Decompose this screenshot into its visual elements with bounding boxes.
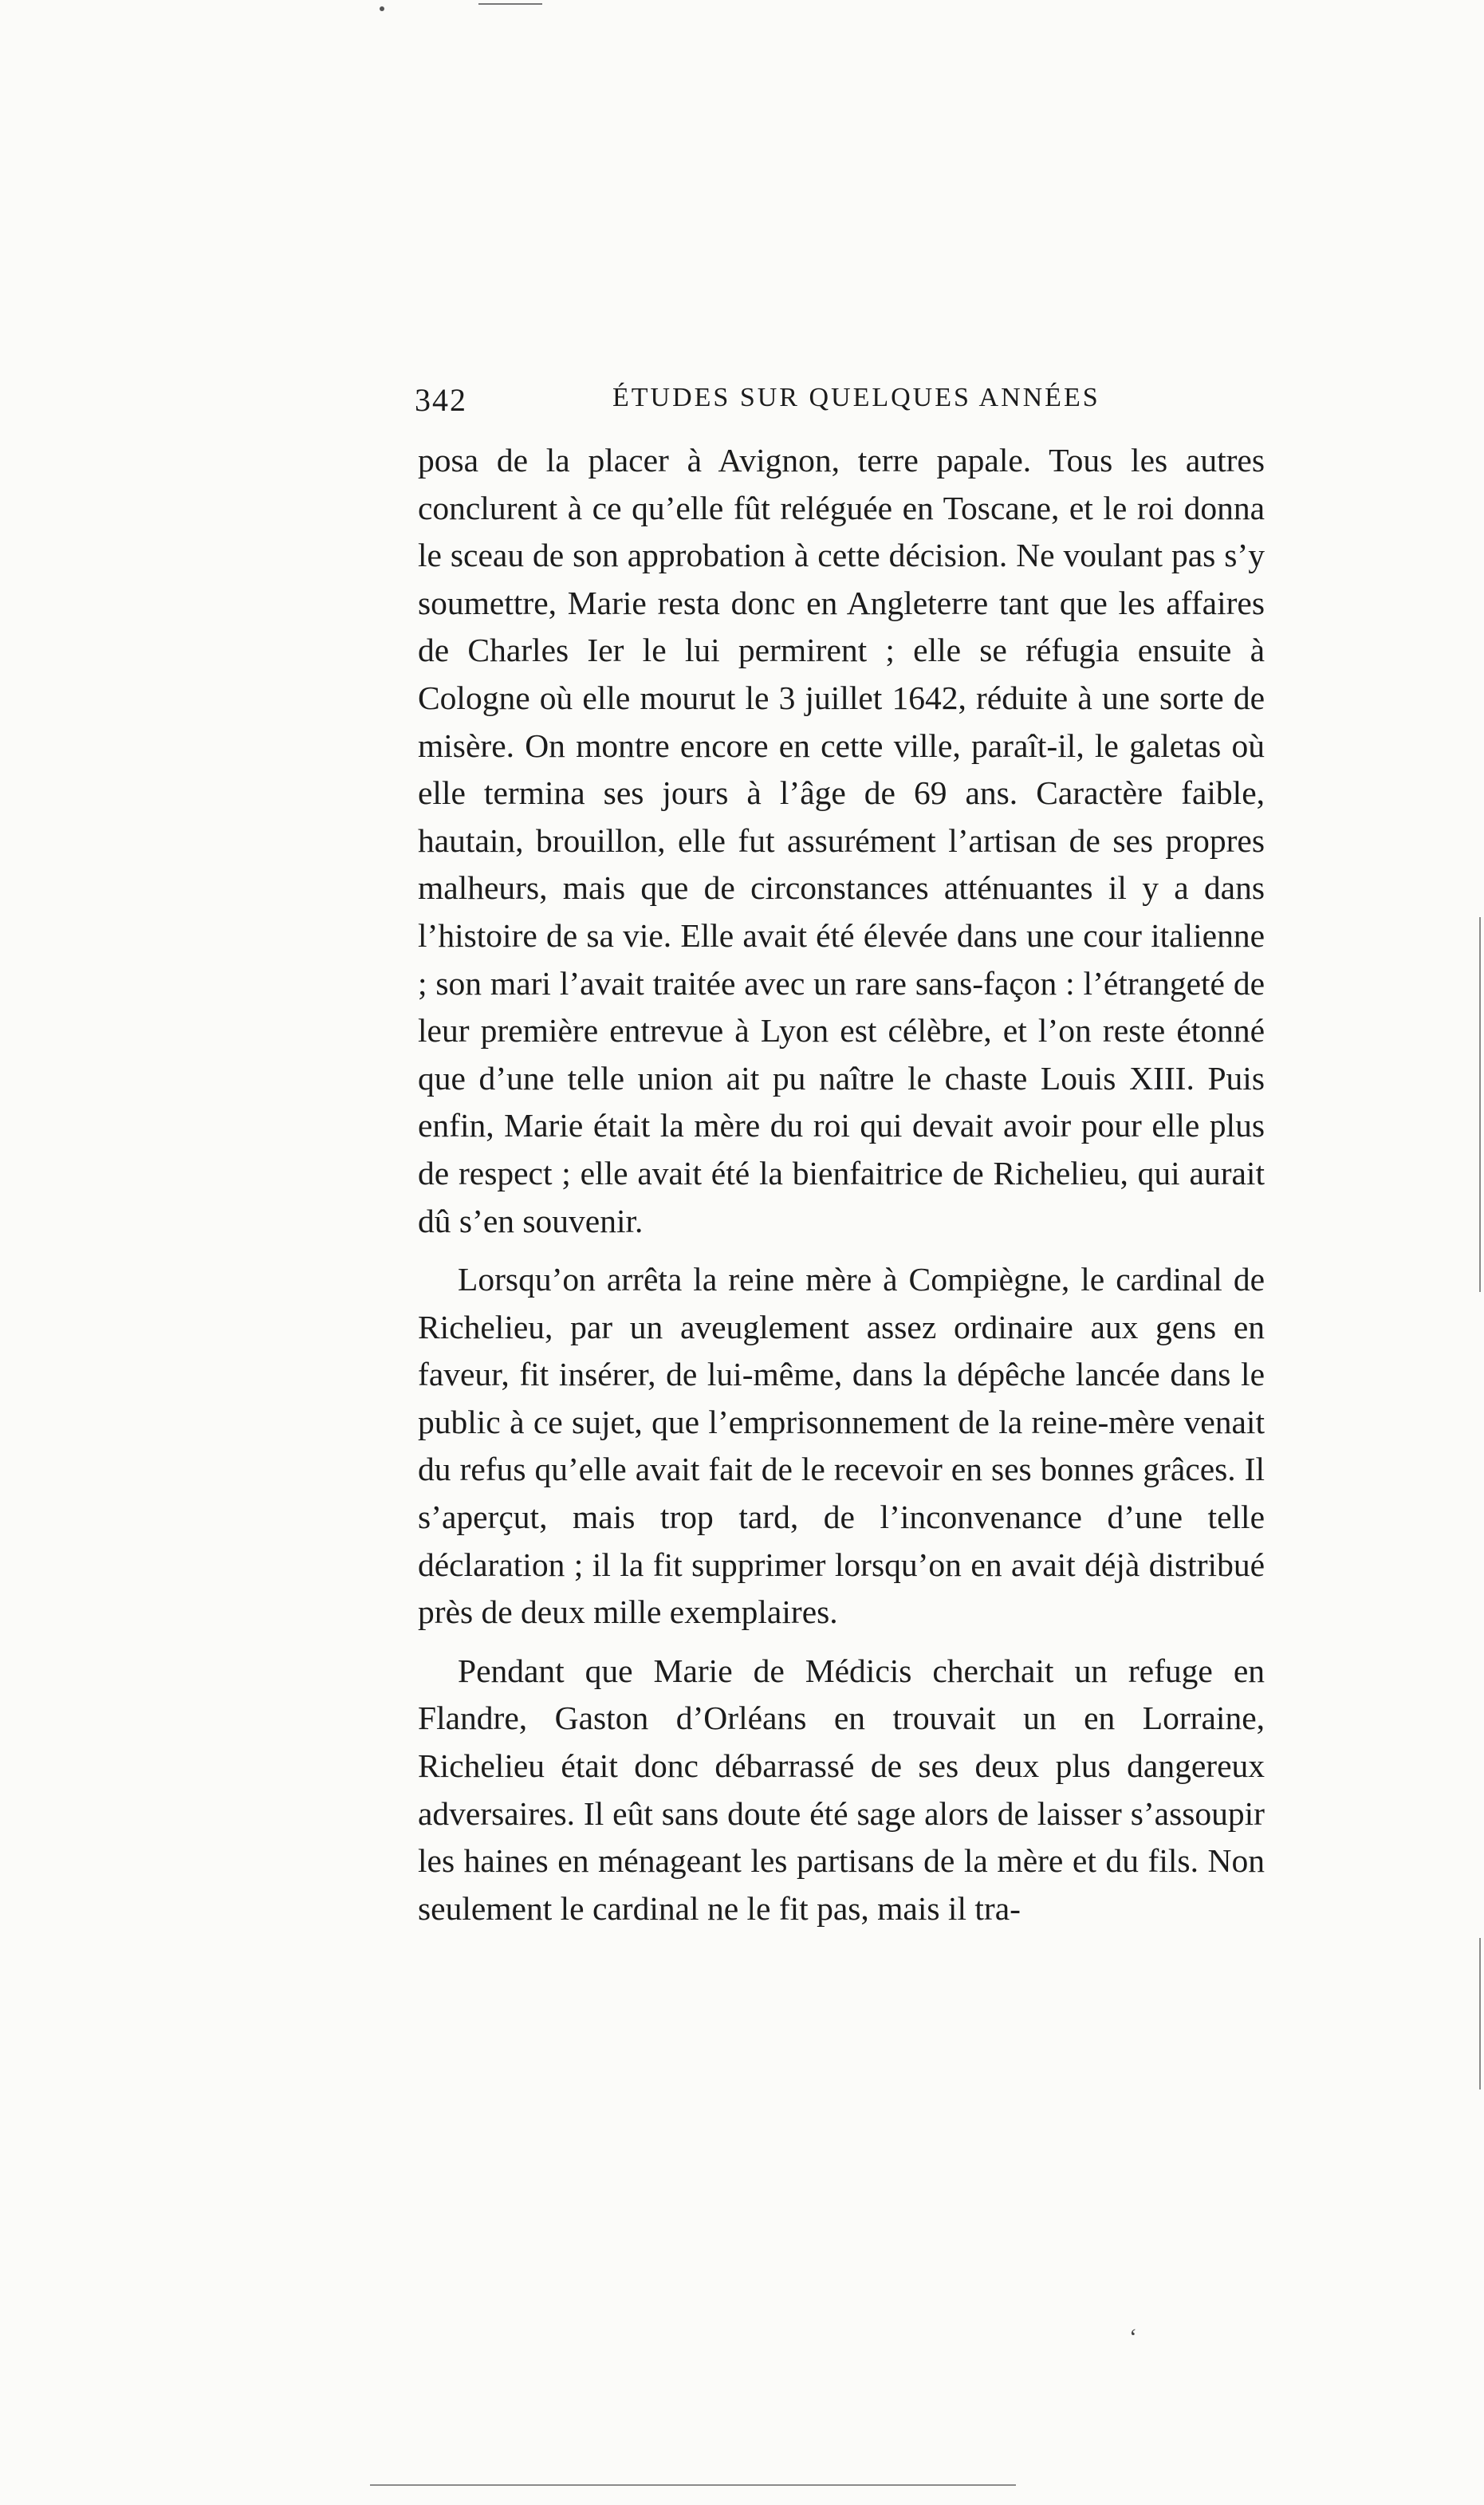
body-text (418, 437, 1265, 1932)
scan-edge-right-lower (1479, 1938, 1481, 2089)
running-title: ÉTUDES SUR QUELQUES ANNÉES (612, 383, 1100, 412)
scan-edge-bottom (370, 2484, 1016, 2486)
scan-speck-bottom: ‘ (1129, 2324, 1137, 2350)
running-head (415, 381, 1292, 429)
scan-speck-top (380, 6, 384, 11)
scan-edge-top (478, 3, 542, 5)
paragraph-3: Pendant que Marie de Médicis cherchait un refuge en Flandre, Gaston d’Orléans en trouvait un en Lorraine, Richelieu était donc débarrassé de ses deux plus dangereux adversaires. Il eût sans doute été sage alors de laisser s’assoupir les haines en ménageant les partisans de la mère et du fils. Non seulement le cardinal ne le fit pas, mais il tra- (418, 1652, 1265, 1927)
paragraph-2: Lorsqu’on arrêta la reine mère à Compiègne, le cardinal de Richelieu, par un aveuglement assez ordinaire aux gens en faveur, fit insérer, de lui-même, dans la dépêche lancée dans le public à ce sujet, que l’emprisonnement de la reine-mère venait du refus qu’elle avait fait de le recevoir en ses bonnes grâces. Il s’aperçut, mais trop tard, de l’inconvenance d’une telle déclaration ; il la fit supprimer lorsqu’on en avait déjà distribué près de deux mille exemplaires. (418, 1261, 1265, 1631)
paragraph-1: posa de la placer à Avignon, terre papale. Tous les autres conclurent à ce qu’elle fût reléguée en Toscane, et le roi donna le sceau de son approbation à cette décision. Ne voulant pas s’y soumettre, Marie resta donc en Angleterre tant que les affaires de Charles Ier le lui permirent ; elle se réfugia ensuite à Cologne où elle mourut le 3 juillet 1642, réduite à une sorte de misère. On montre encore en cette ville, paraît-il, le galetas où elle termina ses jours à l’âge de 69 ans. Caractère faible, hautain, brouillon, elle fut assurément l’artisan de ses propres malheurs, mais que de circonstances atténuantes il y a dans l’histoire de sa vie. Elle avait été élevée dans une cour italienne ; son mari l’avait traitée avec un rare sans-façon : l’étrangeté de leur première entrevue à Lyon est célèbre, et l’on reste étonné que d’une telle union ait pu naître le chaste Louis XIII. Puis enfin, Marie était la mère du roi qui devait avoir pour elle plus de respect ; elle avait été la bienfaitrice de Richelieu, qui aurait dû s’en souvenir. (418, 442, 1265, 1239)
scan-edge-right (1479, 917, 1481, 1292)
page-number: 342 (415, 382, 467, 418)
